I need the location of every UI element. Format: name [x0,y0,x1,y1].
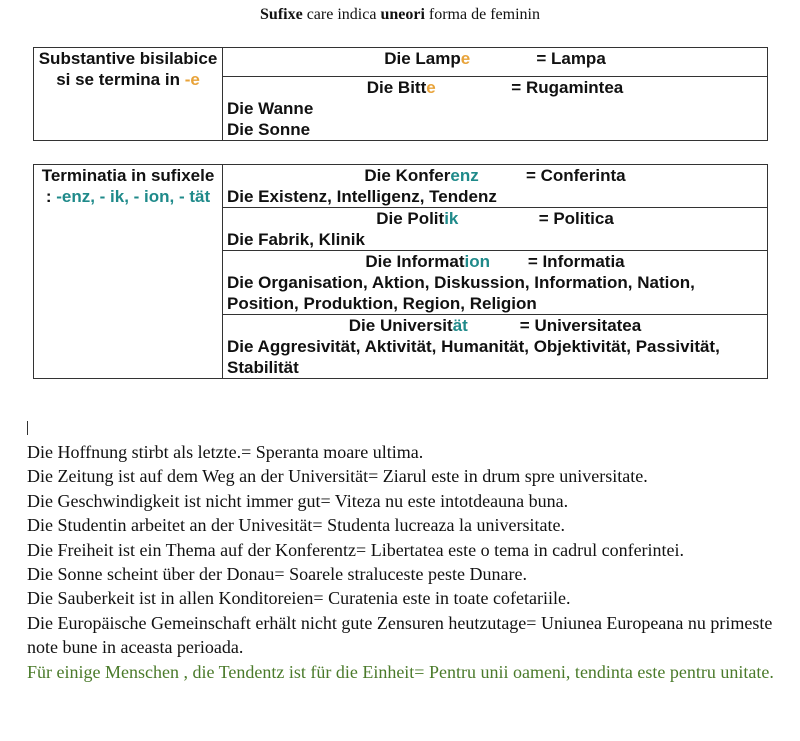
sentence: Die Hoffnung stirbt als letzte.= Speranta moare ultima. [27,442,424,462]
sentence: Die Europäische Gemeinschaft erhält nicht gute Zensuren heutzutage= Uniunea Europeana nu primeste note bune in aceasta perioada. [27,612,773,658]
sentence-list [27,440,787,684]
row-lampe: Die Lampe = Lampa [223,48,768,77]
suffix-e-label: Substantive bisilabice si se termina in -e [34,48,223,141]
sentence: Die Geschwindigkeit ist nicht immer gut= Viteza nu este intotdeauna buna. [27,490,569,511]
row-bitte: Die Bitte = Rugamintea Die Wanne Die Sonne [223,77,768,141]
row-konferenz: Die Konferenz = Conferinta Die Existenz, Intelligenz, Tendenz [223,165,768,208]
row-information: Die Information = Informatia Die Organisation, Aktion, Diskussion, Information, Nation, Position, Produktion, Region, Religion [223,251,768,315]
suffix-enz-label: Terminatia in sufixele : -enz, - ik, - ion, - tät [34,165,223,379]
page-title: Sufixe care indica uneori forma de feminin [260,6,540,23]
row-universitat: Die Universität = Universitatea Die Aggresivität, Aktivität, Humanität, Objektivität, Passivität, Stabilität [223,315,768,379]
sentence: Die Freiheit ist ein Thema auf der Konferentz= Libertatea este o tema in cadrul conferintei. [27,539,685,560]
sentence: Die Sauberkeit ist in allen Konditoreien= Curatenia este in toate cofetariile. [27,588,571,609]
sentence: Die Sonne scheint über der Donau= Soarele straluceste peste Dunare. [27,564,527,585]
text-cursor [27,421,28,435]
suffix-e-table [33,47,768,141]
sentence: Die Zeitung ist auf dem Weg an der Universität= Ziarul este in drum spre universitate. [27,466,648,487]
row-politik: Die Politik = Politica Die Fabrik, Klinik [223,208,768,251]
suffix-enz-table [33,164,768,379]
sentence: Für einige Menschen , die Tendentz ist für die Einheit= Pentru unii oameni, tendinta este pentru unitate. [27,661,774,682]
sentence: Die Studentin arbeitet an der Univesität= Studenta lucreaza la universitate. [27,515,565,536]
